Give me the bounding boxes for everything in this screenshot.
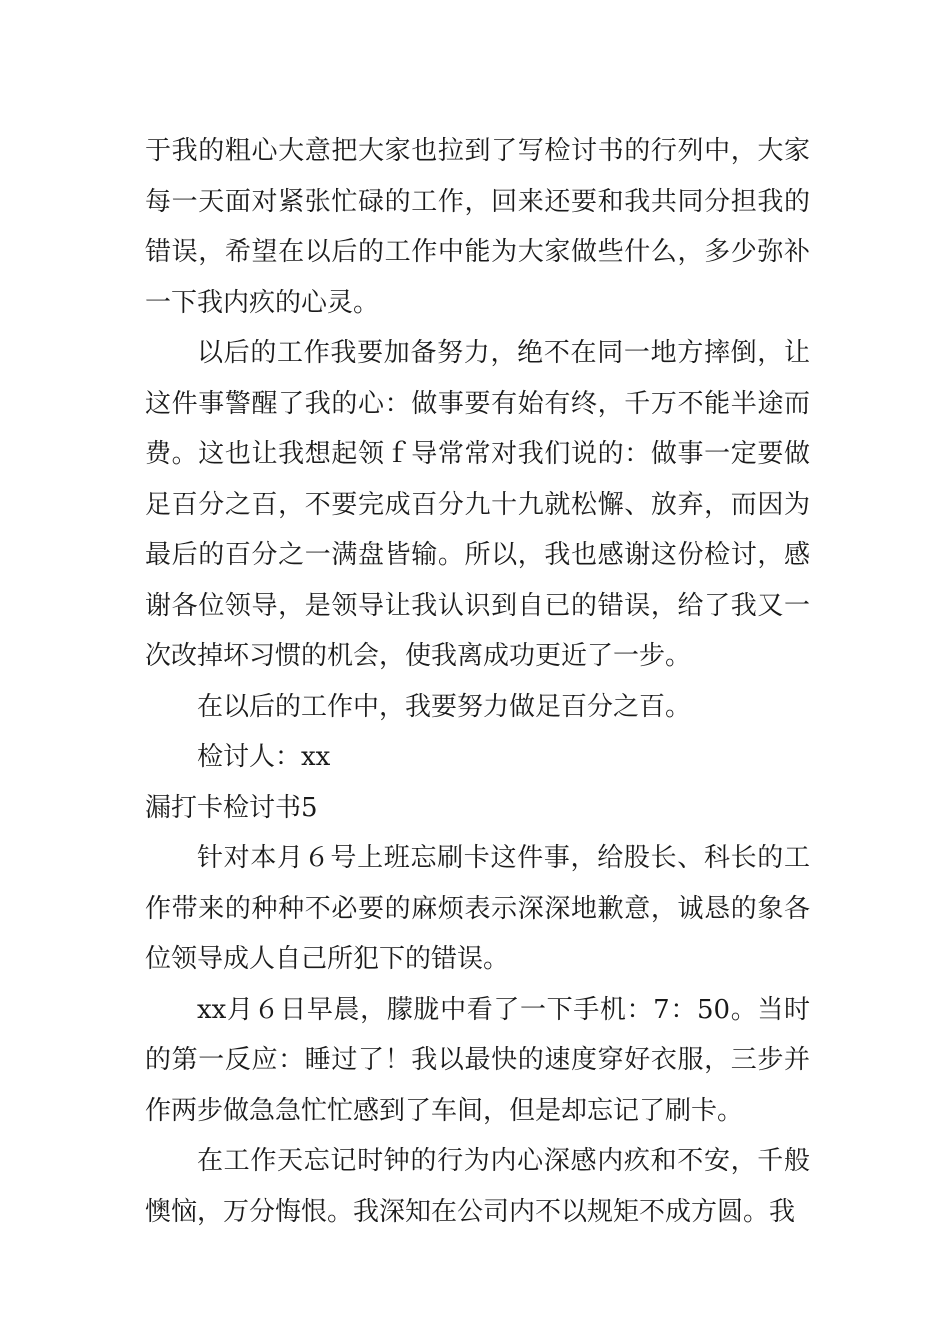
paragraph-continuation: 于我的粗心大意把大家也拉到了写检讨书的行列中，大家每一天面对紧张忙碌的工作，回来还要和我共同分担我的错误，希望在以后的工作中能为大家做些什么，多少弥补一下我内疚的心灵。 [145,136,810,318]
section-paragraph-3: 在工作天忘记时钟的行为内心深感内疚和不安，千般懊恼，万分悔恨。我深知在公司内不以规矩不成方圆。我 [145,1146,810,1227]
section-title: 漏打卡检讨书5 [145,792,318,823]
signature-line: 检讨人：xx [197,742,331,772]
section-paragraph-1: 针对本月６号上班忘刷卡这件事，给股长、科长的工作带来的种种不必要的麻烦表示深深地歉意，诚恳的象各位领导成人自己所犯下的错误。 [145,843,810,974]
document-body [145,126,810,1237]
paragraph-commitment: 在以后的工作中，我要努力做足百分之百。 [197,691,692,722]
section-paragraph-2: xx月６日早晨，朦胧中看了一下手机：7：50。当时的第一反应：睡过了！我以最快的速度穿好衣服，三步并作两步做急急忙忙感到了车间，但是却忘记了刷卡。 [145,994,810,1126]
paragraph-resolution: 以后的工作我要加备努力，绝不在同一地方摔倒，让这件事警醒了我的心：做事要有始有终，千万不能半途而费。这也让我想起领ｆ导常常对我们说的：做事一定要做足百分之百，不要完成百分九十九就松懈、放弃，而因为最后的百分之一满盘皆输。所以，我也感谢这份检讨，感谢各位领导，是领导让我认识到自已的错误，给了我又一次改掉坏习惯的机会，使我离成功更近了一步。 [145,338,810,671]
